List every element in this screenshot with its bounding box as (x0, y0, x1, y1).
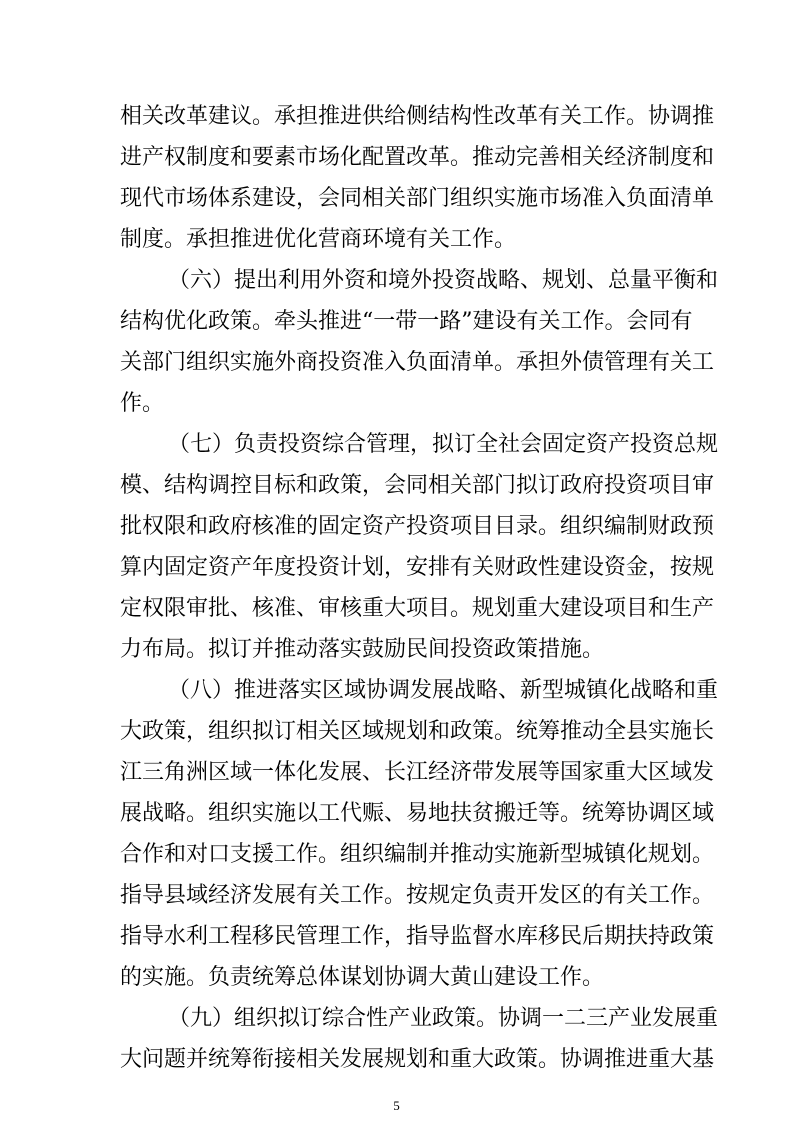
text-line: 现代市场体系建设，会同相关部门组织实施市场准入负面清单 (120, 186, 715, 211)
text-line: 展战略。组织实施以工代赈、易地扶贫搬迁等。统筹协调区域 (120, 801, 715, 826)
paragraph-9-first-line: （九）组织拟订综合性产业政策。协调一二三产业发展重 (168, 1006, 719, 1031)
paragraph-8-first-line: （八）推进落实区域协调发展战略、新型城镇化战略和重 (168, 678, 719, 703)
text-line: 指导县域经济发展有关工作。按规定负责开发区的有关工作。 (120, 883, 715, 908)
paragraph-7-first-line: （七）负责投资综合管理，拟订全社会固定资产投资总规 (168, 432, 719, 457)
text-line: 力布局。拟订并推动落实鼓励民间投资政策措施。 (120, 637, 605, 662)
text-line: 作。 (120, 391, 165, 416)
text-line: 指导水利工程移民管理工作，指导监督水库移民后期扶持政策 (120, 924, 715, 949)
text-line: 江三角洲区域一体化发展、长江经济带发展等国家重大区域发 (120, 760, 715, 785)
text-line: 制度。承担推进优化营商环境有关工作。 (120, 227, 517, 252)
text-line: 进产权制度和要素市场化配置改革。推动完善相关经济制度和 (120, 145, 715, 170)
text-line: 的实施。负责统筹总体谋划协调大黄山建设工作。 (120, 965, 605, 990)
text-line: 大问题并统筹衔接相关发展规划和重大政策。协调推进重大基 (120, 1047, 715, 1072)
text-line: 定权限审批、核准、审核重大项目。规划重大建设项目和生产 (120, 596, 715, 621)
text-line: 合作和对口支援工作。组织编制并推动实施新型城镇化规划。 (120, 842, 715, 867)
text-line: 大政策，组织拟订相关区域规划和政策。统筹推动全县实施长 (120, 719, 715, 744)
page-number: 5 (393, 1098, 400, 1113)
text-line: 算内固定资产年度投资计划，安排有关财政性建设资金，按规 (120, 555, 715, 580)
text-line: 关部门组织实施外商投资准入负面清单。承担外债管理有关工 (120, 350, 715, 375)
paragraph-6-first-line: （六）提出利用外资和境外投资战略、规划、总量平衡和 (168, 268, 719, 293)
text-line: 结构优化政策。牵头推进“一带一路”建设有关工作。会同有 (120, 309, 693, 334)
text-line: 相关改革建议。承担推进供给侧结构性改革有关工作。协调推 (120, 104, 715, 129)
text-line: 批权限和政府核准的固定资产投资项目目录。组织编制财政预 (120, 514, 715, 539)
text-line: 模、结构调控目标和政策，会同相关部门拟订政府投资项目审 (120, 473, 715, 498)
